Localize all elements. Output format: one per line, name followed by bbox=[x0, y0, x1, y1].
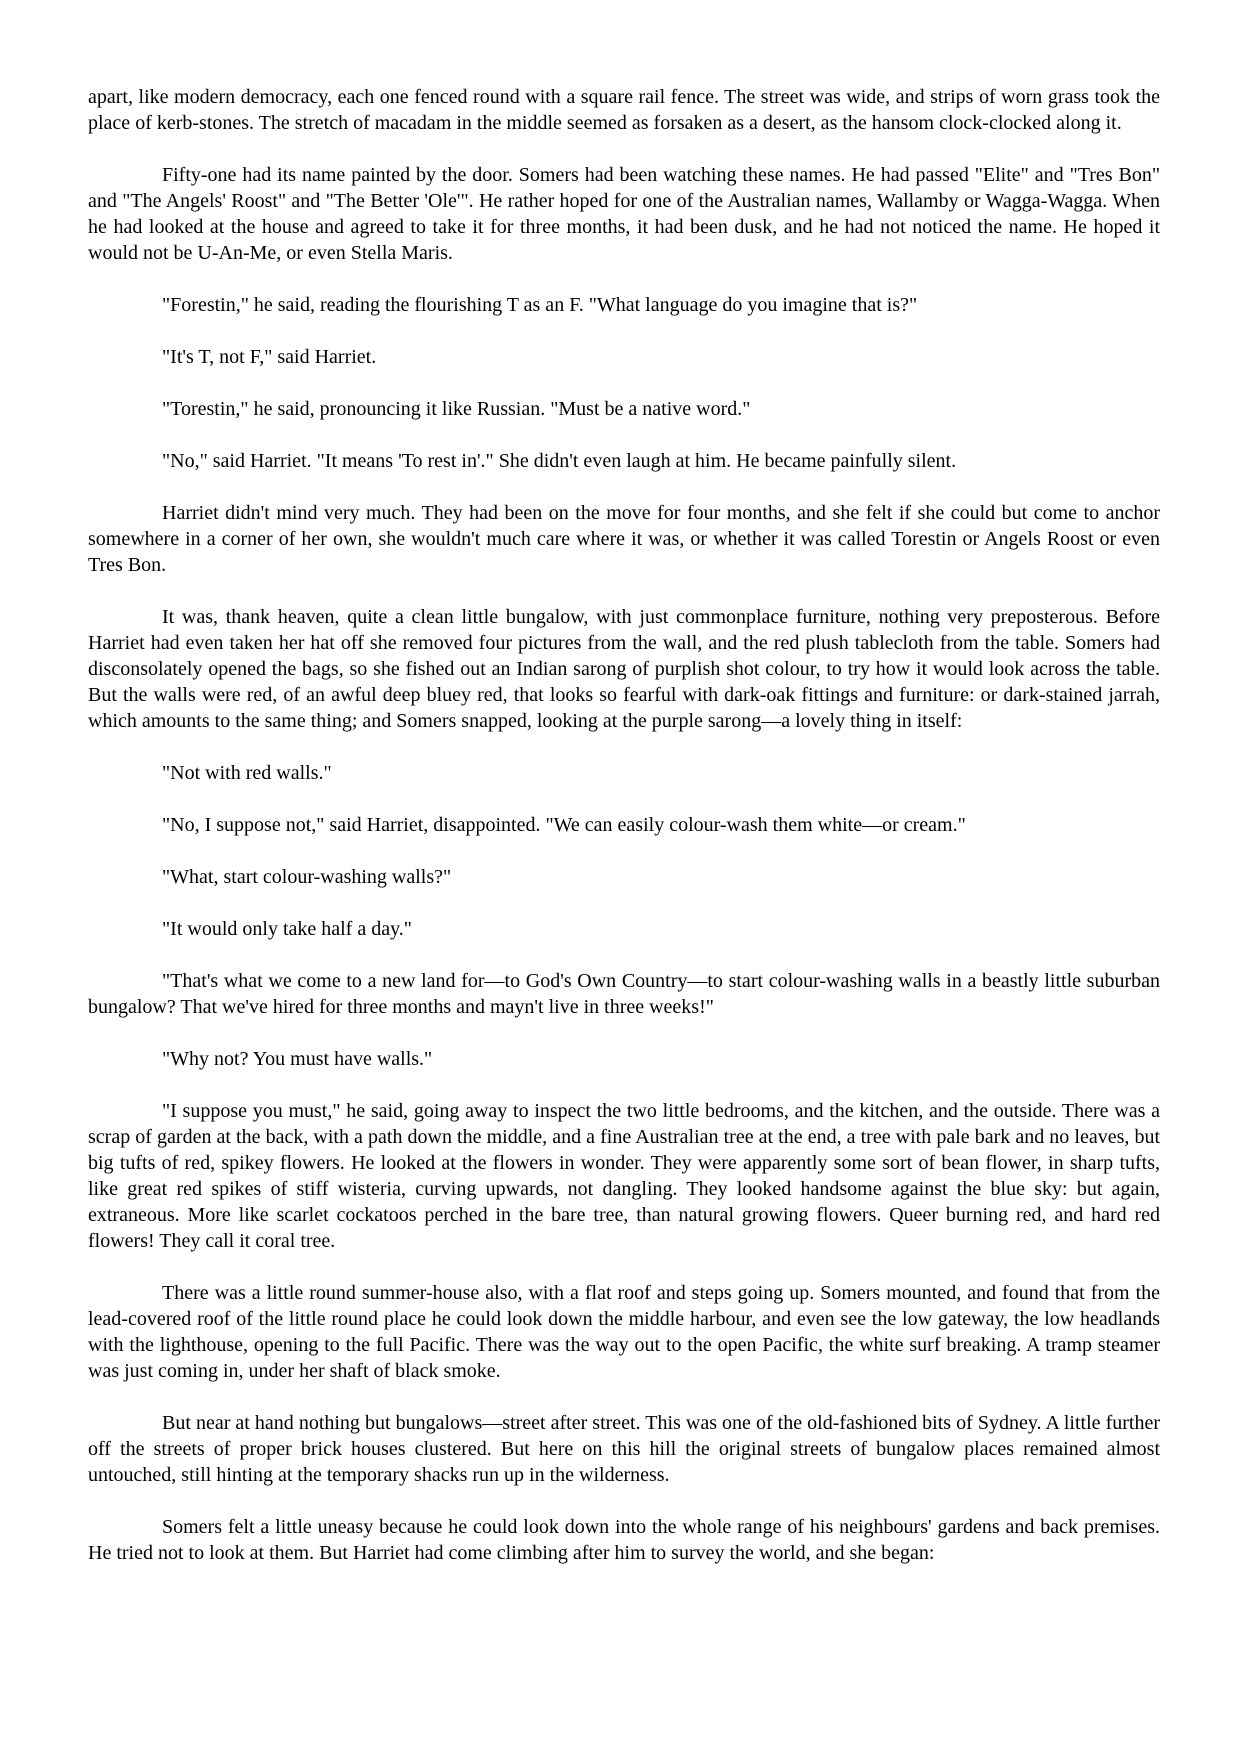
paragraph: "That's what we come to a new land for—to God's Own Country—to start colour-washing walls in a beastly little suburban bungalow? That we've hired for three months and mayn't live in three weeks!" bbox=[88, 970, 1160, 1018]
paragraph: "I suppose you must," he said, going away to inspect the two little bedrooms, and the kitchen, and the outside. There was a scrap of garden at the back, with a path down the middle, and a fine Australian tree at the end, a tree with pale bark and no leaves, but big tufts of red, spikey flowers. He looked at the flowers in wonder. They were apparently some sort of bean flower, in sharp tufts, like great red spikes of stiff wisteria, curving upwards, not dangling. They looked handsome against the blue sky: but again, extraneous. More like scarlet cockatoos perched in the bare tree, than natural growing flowers. Queer burning red, and hard red flowers! They call it coral tree. bbox=[88, 1100, 1160, 1252]
paragraph: "Not with red walls." bbox=[162, 762, 332, 784]
paragraph: "It's T, not F," said Harriet. bbox=[162, 346, 377, 368]
paragraph: Fifty-one had its name painted by the door. Somers had been watching these names. He had passed "Elite" and "Tres Bon" and "The Angels' Roost" and "The Better 'Ole'". He rather hoped for one of the Australian names, Wallamby or Wagga-Wagga. When he had looked at the house and agreed to take it for three months, it had been dusk, and he had not noticed the name. He hoped it would not be U-An-Me, or even Stella Maris. bbox=[88, 164, 1160, 264]
paragraph: "No, I suppose not," said Harriet, disappointed. "We can easily colour-wash them white—or cream." bbox=[162, 814, 966, 836]
paragraph: "What, start colour-washing walls?" bbox=[162, 866, 452, 888]
paragraph: Somers felt a little uneasy because he could look down into the whole range of his neighbours' gardens and back premises. He tried not to look at them. But Harriet had come climbing after him to survey the world, and she began: bbox=[88, 1516, 1160, 1564]
paragraph: But near at hand nothing but bungalows—street after street. This was one of the old-fashioned bits of Sydney. A little further off the streets of proper brick houses clustered. But here on this hill the original streets of bungalow places remained almost untouched, still hinting at the temporary shacks run up in the wilderness. bbox=[88, 1412, 1160, 1486]
paragraph: There was a little round summer-house also, with a flat roof and steps going up. Somers mounted, and found that from the lead-covered roof of the little round place he could look down the middle harbour, and even see the low gateway, the low headlands with the lighthouse, opening to the full Pacific. There was the way out to the open Pacific, the white surf breaking. A tramp steamer was just coming in, under her shaft of black smoke. bbox=[88, 1282, 1160, 1382]
paragraph: "Forestin," he said, reading the flourishing T as an F. "What language do you imagine that is?" bbox=[162, 294, 918, 316]
paragraph: "Torestin," he said, pronouncing it like Russian. "Must be a native word." bbox=[162, 398, 751, 420]
paragraph: It was, thank heaven, quite a clean little bungalow, with just commonplace furniture, nothing very preposterous. Before Harriet had even taken her hat off she removed four pictures from the wall, and the red plush tablecloth from the table. Somers had disconsolately opened the bags, so she fished out an Indian sarong of purplish shot colour, to try how it would look across the table. But the walls were red, of an awful deep bluey red, that looks so fearful with dark-oak fittings and furniture: or dark-stained jarrah, which amounts to the same thing; and Somers snapped, looking at the purple sarong—a lovely thing in itself: bbox=[88, 606, 1160, 732]
paragraph: "Why not? You must have walls." bbox=[162, 1048, 433, 1070]
paragraph: "It would only take half a day." bbox=[162, 918, 412, 940]
paragraph: apart, like modern democracy, each one fenced round with a square rail fence. The street was wide, and strips of worn grass took the place of kerb-stones. The stretch of macadam in the middle seemed as forsaken as a desert, as the hansom clock-clocked along it. bbox=[88, 86, 1160, 134]
paragraph: "No," said Harriet. "It means 'To rest in'." She didn't even laugh at him. He became painfully silent. bbox=[162, 450, 957, 472]
paragraph: Harriet didn't mind very much. They had been on the move for four months, and she felt if she could but come to anchor somewhere in a corner of her own, she wouldn't much care where it was, or whether it was called Torestin or Angels Roost or even Tres Bon. bbox=[88, 502, 1160, 576]
page-body bbox=[88, 84, 1160, 1592]
